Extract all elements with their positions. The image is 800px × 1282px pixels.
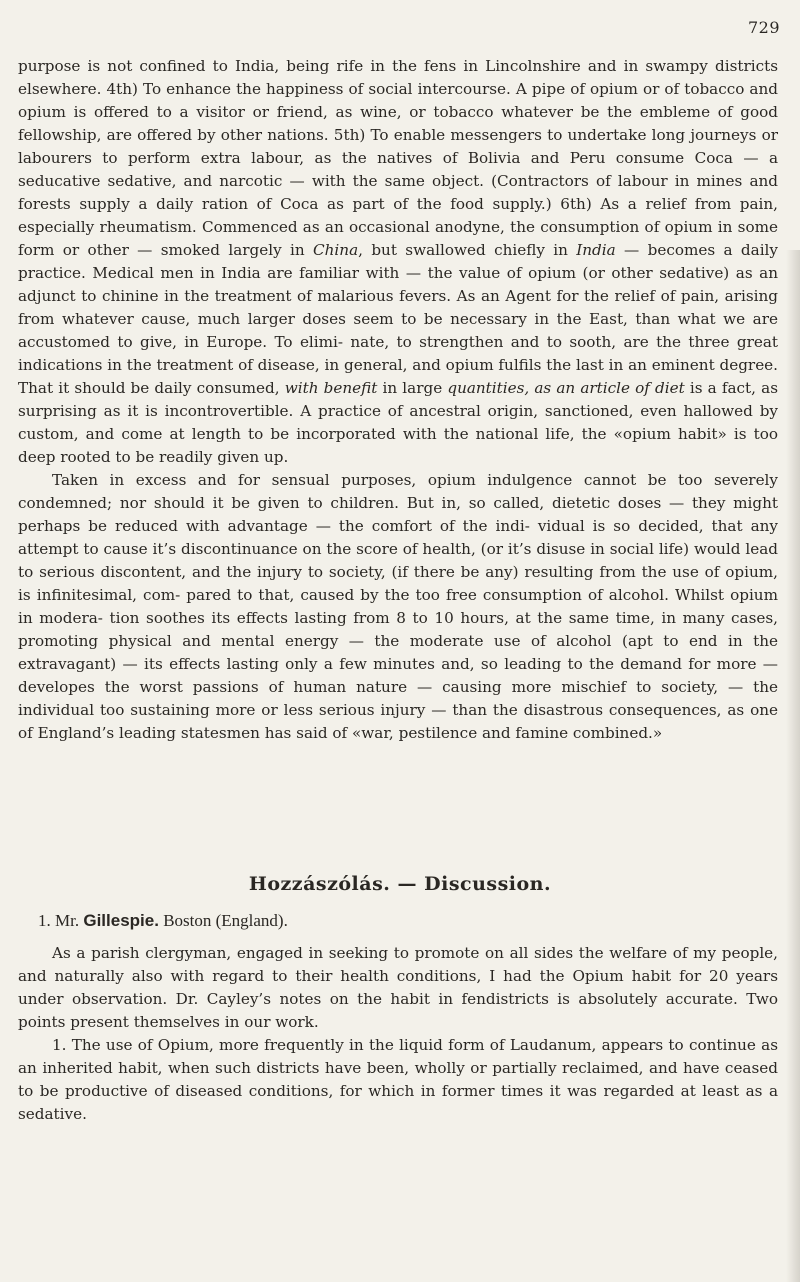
discussion-paragraph-2: 1. The use of Opium, more frequently in the liquid form of Laudanum, appears to continue as an inherited habit, when such districts have been, wholly or partially reclaimed, and have ceased to be productive of diseased conditions, for which in former times it was regarded at least as a sedative. — [18, 1036, 778, 1123]
italic-india: India — [576, 241, 616, 259]
italic-quantities: quantities, as an article of diet — [447, 379, 685, 397]
speaker-number: 1. Mr. — [38, 911, 80, 930]
discussion-heading: Hozzászólás. — Discussion. — [248, 873, 552, 895]
text-run: purpose is not confined to India, being rife in the fens in Lincolnshire and in swampy districts elsewhere. 4th) To enhance the happiness of social intercourse. A pipe of opium or of tobacco and opium is offered to a visitor or friend, as wine, or tobacco whatever be the embleme of good fellowship, are offered by other nations. 5th) To enable messengers to undertake long journeys or labourers to perform extra labour, as the natives of Bolivia and Peru consume Coca — a seducative sedative, and narcotic — with the same object. (Contractors of labour in mines and forests supply a daily ration of Coca as part of the food supply.) 6th) As a relief from pain, especially rheumatism. Commenced as an occasional anodyne, the consumption of opium in some form or other — smoked largely in — [18, 57, 778, 259]
paragraph-1 — [18, 55, 778, 469]
text-run: is a fact, as surprising as it is incontrovertible. A practice of ancestral origin, sanctioned, even hallowed by custom, and come at length to be incorporated with the national life, the «opium habit» is too deep rooted to be readily given up. — [18, 379, 778, 466]
speaker-line — [38, 911, 288, 931]
speaker-location: Boston (England). — [163, 911, 288, 930]
text-run: in large — [377, 379, 448, 397]
discussion-paragraph-1: As a parish clergyman, engaged in seeking to promote on all sides the welfare of my people, and naturally also with regard to their health conditions, I had the Opium habit for 20 years under observation. Dr. Cayley’s notes on the habit in fendistricts is absolutely accurate. Two points present themselves in our work. — [18, 944, 778, 1031]
italic-china: China — [313, 241, 359, 259]
text-run: , but swallowed chiefly in — [358, 241, 577, 259]
page-edge-shadow — [786, 250, 800, 1282]
page-number: 729 — [747, 18, 780, 37]
text-run: — becomes a daily practice. Medical men in India are familiar with — the value of opium (or other sedative) as an adjunct to chinine in the treatment of malarious fevers. As an Agent for the relief of pain, arising from whatever cause, much larger doses seem to be necessary in the East, than what we are accustomed to give, in Europe. To elimi- nate, to strengthen and to sooth, are the three great indications in the treatment of disease, in general, and opium fulfils the last in an eminent degree. That it should be daily consumed, — [18, 241, 778, 397]
paragraph-2: Taken in excess and for sensual purposes, opium indulgence cannot be too severely condemned; nor should it be given to children. But in, so called, dietetic doses — they might perhaps be reduced with advantage — the comfort of the indi- vidual is so decided, that any attempt to cause it’s discontinuance on the score of health, (or it’s disuse in social life) would lead to serious discontent, and the injury to society, (if there be any) resulting from the use of opium, is infinitesimal, com- pared to that, caused by the too free consumption of alcohol. Whilst opium in modera- tion soothes its effects lasting from 8 to 10 hours, at the same time, in many cases, promoting physical and mental energy — the moderate use of alcohol (apt to end in the extravagant) — its effects lasting only a few minutes and, so leading to the demand for more — developes the worst passions of human nature — causing more mischief to society, — the individual too sustaining more or less serious injury — than the disastrous consequences, as one of England’s leading statesmen has said of «war, pestilence and famine combined.» — [18, 471, 778, 742]
main-text — [18, 55, 778, 745]
discussion-text — [18, 942, 778, 1126]
italic-with-benefit: with benefit — [284, 379, 378, 397]
speaker-name: Gillespie. — [83, 911, 159, 930]
